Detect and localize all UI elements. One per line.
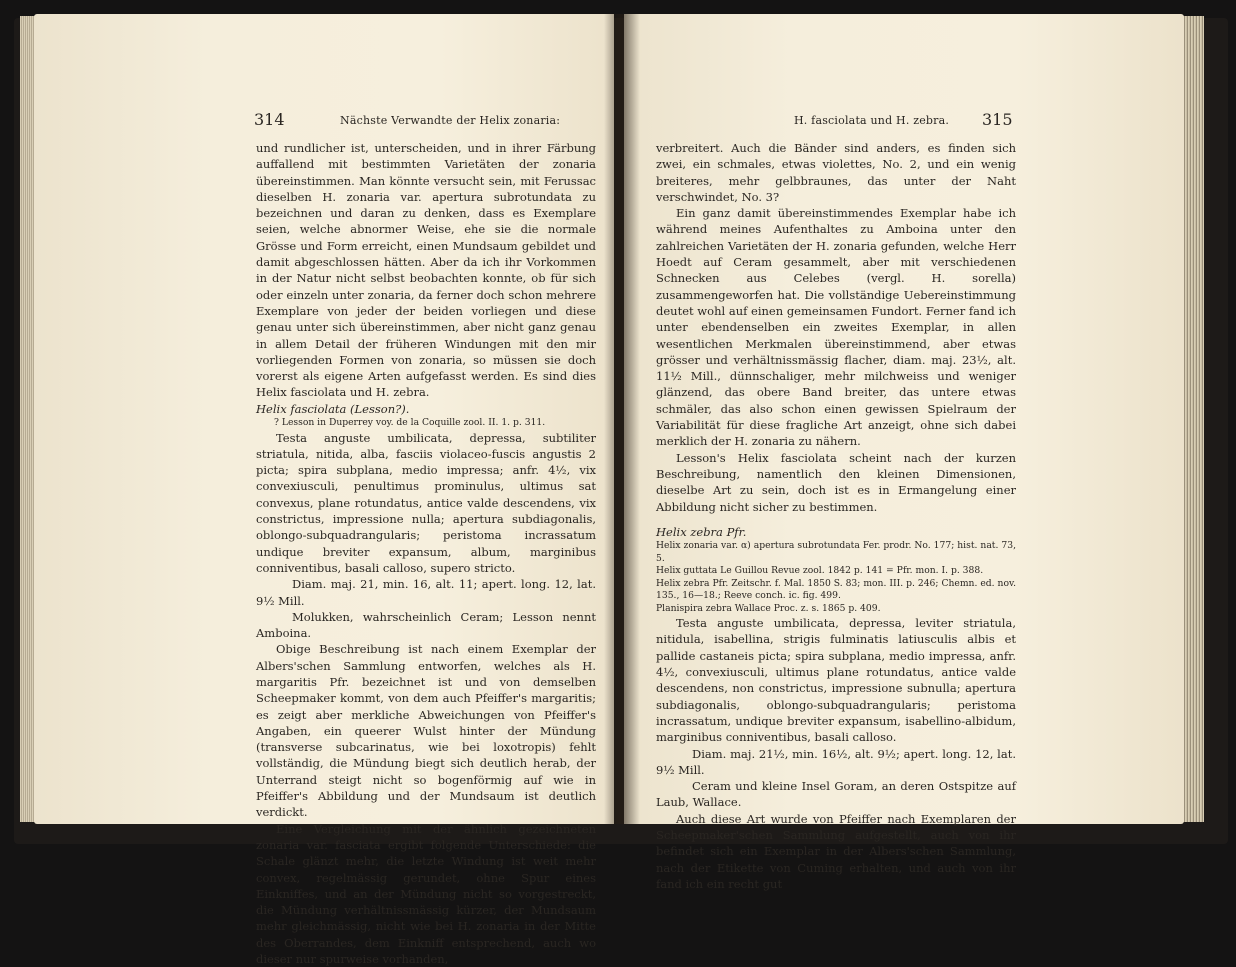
reference-line: Helix guttata Le Guillou Revue zool. 1842 p. 141 = Pfr. mon. I. p. 388.: [656, 565, 984, 577]
paragraph: verbreitert. Auch die Bänder sind anders, es finden sich zwei, ein schmales, etwas violettes, No. 2, und ein wenig breiteres, mehr gelbbraunes, das unter der Naht verschwindet, No. 3?: [656, 141, 1016, 204]
species-heading: Helix zebra Pfr.: [656, 524, 747, 539]
book-gutter: [604, 14, 640, 824]
paragraph: und rundlicher ist, unterscheiden, und in ihrer Färbung auffallend mit bestimmten Varietäten der zonaria übereinstimmen. Man könnte versucht sein, mit Ferussac dieselben H. zonaria var. apertura subrotundata zu bezeichnen und daran zu denken, dass es Exemplare seien, welche abnormer Weise, ehe sie die normale Grösse und Form erreicht, einen Mundsaum gebildet und damit abgeschlossen hätten. Aber da ich ihr Vorkommen in der Natur nicht selbst beobachten konnte, ob für sich oder einzeln unter zonaria, da ferner doch schon mehrere Exemplare von jeder der beiden vorliegen und diese genau unter sich übereinstimmen, aber nicht ganz genau in allem Detail der früheren Windungen mit den mir vorliegenden Formen von zonaria, so müssen sie doch vorerst als eigene Arten aufgefasst werden. Es sind dies Helix fasciolata und H. zebra.: [256, 141, 596, 400]
dimensions: Diam. maj. 21½, min. 16½, alt. 9½; apert. long. 12, lat. 9½ Mill.: [656, 746, 1016, 777]
latin-description: Testa anguste umbilicata, depressa, leviter striatula, nitidula, isabellina, strigis fulminatis latiusculis albis et pallide castaneis picta; spira subplana, medio impressa, anfr. 4½, convexiusculi, ultimus plane rotundatus, antice valde descendens, non constrictus, impressione subnulla; apertura subdiagonalis, oblongo-subquadrangularis; peristoma incrassatum, undique breviter expansum, isabellino-albidum, marginibus conniventibus, basali calloso.: [656, 616, 1016, 745]
paragraph: Auch diese Art wurde von Pfeiffer nach Exemplaren der Scheepmaker'schen Sammlung aufgestellt, auch von ihr befindet sich ein Exemplar in der Albers'schen Sammlung, nach der Etikette von Cuming erhalten, und auch von ihr fand ich ein recht gut: [656, 811, 1016, 891]
reference-line: Planispira zebra Wallace Proc. z. s. 1865 p. 409.: [656, 602, 881, 614]
paragraph: Lesson's Helix fasciolata scheint nach der kurzen Beschreibung, namentlich den kleinen Dimensionen, dieselbe Art zu sein, doch ist es in Ermangelung einer Abbildung nicht sicher zu bestimmen.: [656, 450, 1016, 514]
left-page: [34, 14, 614, 967]
right-page: [624, 14, 1184, 891]
running-head: Nächste Verwandte der Helix zonaria:: [340, 114, 561, 127]
running-head: H. fasciolata und H. zebra.: [794, 114, 950, 127]
locality: Ceram und kleine Insel Goram, an deren Ostspitze auf Laub, Wallace.: [656, 779, 1016, 810]
page-number: 314: [254, 110, 285, 129]
page-number: 315: [982, 110, 1013, 129]
reference-line: Helix zonaria var. α) apertura subrotundata Fer. prodr. No. 177; hist. nat. 73, 5.: [656, 540, 1016, 564]
latin-description: Testa anguste umbilicata, depressa, subtiliter striatula, nitida, alba, fasciis violaceo-fuscis angustis 2 picta; spira subplana, medio impressa; anfr. 4½, vix convexiusculi, penultimus prominulus, ultimus sat convexus, plane rotundatus, antice valde descendens, vix constrictus, impressione nulla; apertura subdiagonalis, oblongo-subquadrangularis; peristoma incrassatum undique breviter expansum, album, marginibus conniventibus, basali calloso, supero stricto.: [256, 430, 596, 575]
reference-line: ? Lesson in Duperrey voy. de la Coquille zool. II. 1. p. 311.: [274, 417, 546, 429]
dimensions: Diam. maj. 21, min. 16, alt. 11; apert. long. 12, lat. 9½ Mill.: [256, 577, 596, 608]
paragraph: Ein ganz damit übereinstimmendes Exemplar habe ich während meines Aufenthaltes zu Amboina unter den zahlreichen Varietäten der H. zonaria gefunden, welche Herr Hoedt auf Ceram gesammelt, aber mit verschiedenen Schnecken aus Celebes (vergl. H. sorella) zusammengeworfen hat. Die vollständige Uebereinstimmung deutet wohl auf einen gemeinsamen Fundort. Ferner fand ich unter ebendenselben ein zweites Exemplar, in allen wesentlichen Merkmalen übereinstimmend, aber etwas grösser und verhältnissmässig flacher, diam. maj. 23½, alt. 11½ Mill., dünnschaliger, mehr milchweiss und weniger glänzend, das obere Band breiter, das untere etwas schmäler, das also schon einen gewissen Spielraum der Variabilität für diese fragliche Art anzeigt, ohne sich dabei merklich der H. zonaria zu nähern.: [656, 206, 1016, 449]
left-body: [256, 140, 596, 967]
right-body: [656, 140, 1016, 892]
paragraph: Eine Vergleichung mit der ähnlich gezeichneten zonaria var. fasciata ergibt folgende Unterschiede: die Schale glänzt mehr, die letzte Windung ist weit mehr convex, regelmässig gerundet, ohne Spur eines Einkniffes, und an der Mündung nicht so vorgestreckt, die Mündung verhältnissmässig kürzer, der Mundsaum mehr gleichmässig, nicht wie bei H. zonaria in der Mitte des Oberrandes, dem Einkniff entsprechend, auch wo dieser nur spurweise vorhanden,: [256, 821, 596, 967]
reference-line: Helix zebra Pfr. Zeitschr. f. Mal. 1850 S. 83; mon. III. p. 246; Chemn. ed. nov. 135., 16—18.; Reeve conch. ic. fig. 499.: [656, 577, 1016, 602]
species-heading: Helix fasciolata (Lesson?).: [256, 401, 410, 416]
locality: Molukken, wahrscheinlich Ceram; Lesson nennt Amboina.: [256, 609, 596, 641]
paragraph: Obige Beschreibung ist nach einem Exemplar der Albers'schen Sammlung entworfen, welches als H. margaritis Pfr. bezeichnet ist und von demselben Scheepmaker kommt, von dem auch Pfeiffer's margaritis; es zeigt aber merkliche Abweichungen von Pfeiffer's Angaben, ein queerer Wulst hinter der Mündung (transverse subcarinatus, wie bei loxotropis) fehlt vollständig, die Mündung biegt sich deutlich herab, der Unterrand steigt nicht so bogenförmig auf wie in Pfeiffer's Abbildung und der Mundsaum ist deutlich verdickt.: [256, 642, 596, 820]
